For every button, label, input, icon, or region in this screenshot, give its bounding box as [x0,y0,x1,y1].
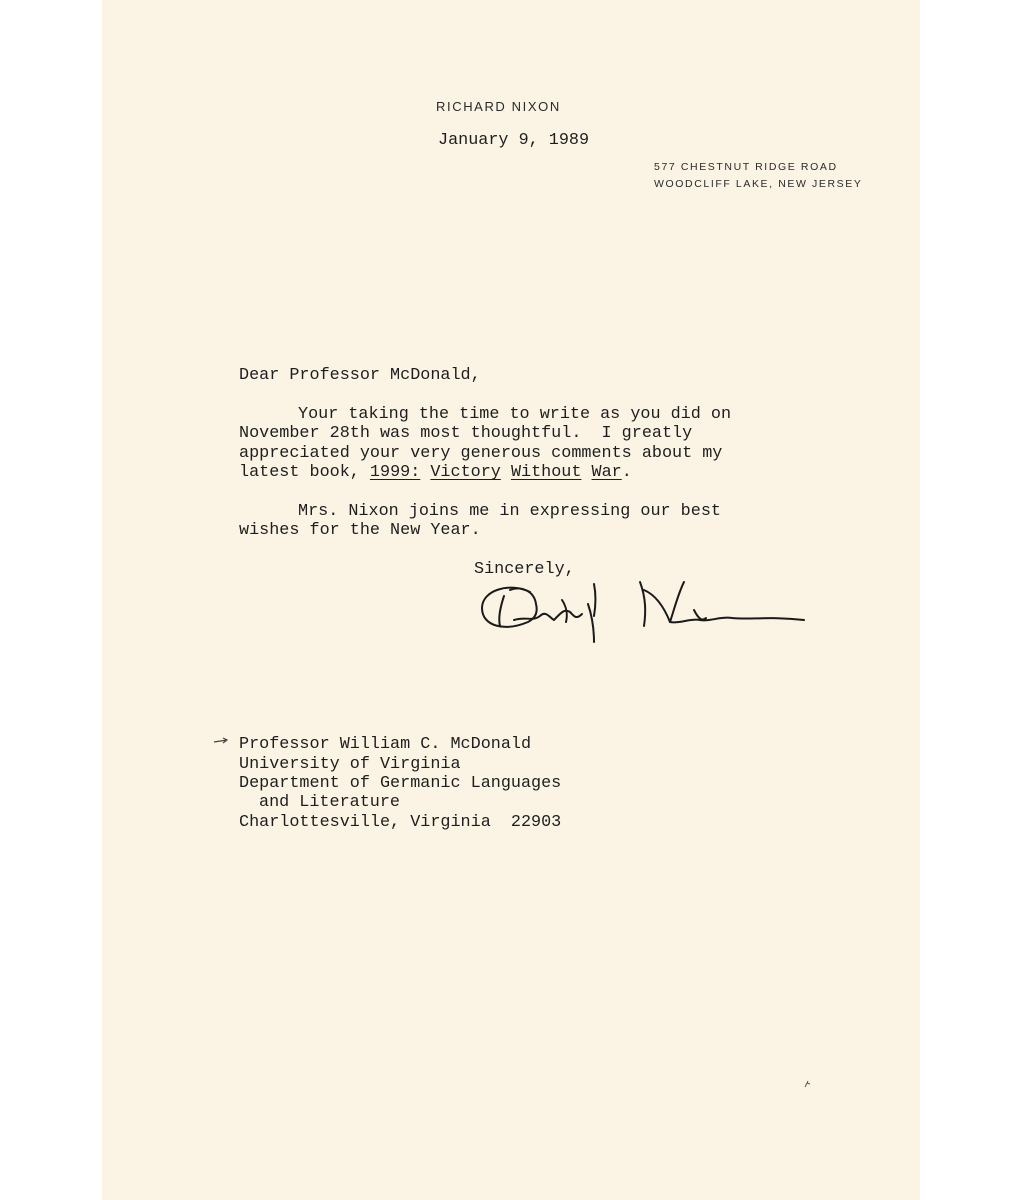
paragraph1-line4 [239,463,632,483]
paragraph2-line2: wishes for the New Year. [239,521,481,540]
recipient-line2: University of Virginia [239,755,461,774]
paragraph1-line3: appreciated your very generous comments about my [239,444,723,463]
paper-speck [803,1079,813,1089]
line4-suffix: . [621,463,632,482]
recipient-line1: Professor William C. McDonald [239,735,532,754]
recipient-line4: and Literature [259,793,400,812]
salutation: Dear Professor McDonald, [239,366,481,385]
paragraph2-line1: Mrs. Nixon joins me in expressing our best [298,502,721,521]
line4-prefix: latest book, [239,463,370,482]
letterhead-address-line1: 577 CHESTNUT RIDGE ROAD [654,161,838,173]
book-title-part2: Victory [430,463,501,482]
letterhead-name: RICHARD NIXON [436,99,561,114]
book-title-part4: War [591,463,622,482]
signature [470,560,810,660]
paragraph1-line1: Your taking the time to write as you did on [298,405,732,424]
book-title-part1: 1999: [369,463,421,482]
book-title-part3: Without [510,463,582,482]
paragraph1-line2: November 28th was most thoughtful. I greatly [239,424,693,443]
closing: Sincerely, [474,560,575,579]
letter-date: January 9, 1989 [438,131,590,150]
letterhead-address-line2: WOODCLIFF LAKE, NEW JERSEY [654,178,863,190]
recipient-line5: Charlottesville, Virginia 22903 [239,813,562,832]
recipient-line3: Department of Germanic Languages [239,774,562,793]
pen-tick-mark [213,737,229,747]
